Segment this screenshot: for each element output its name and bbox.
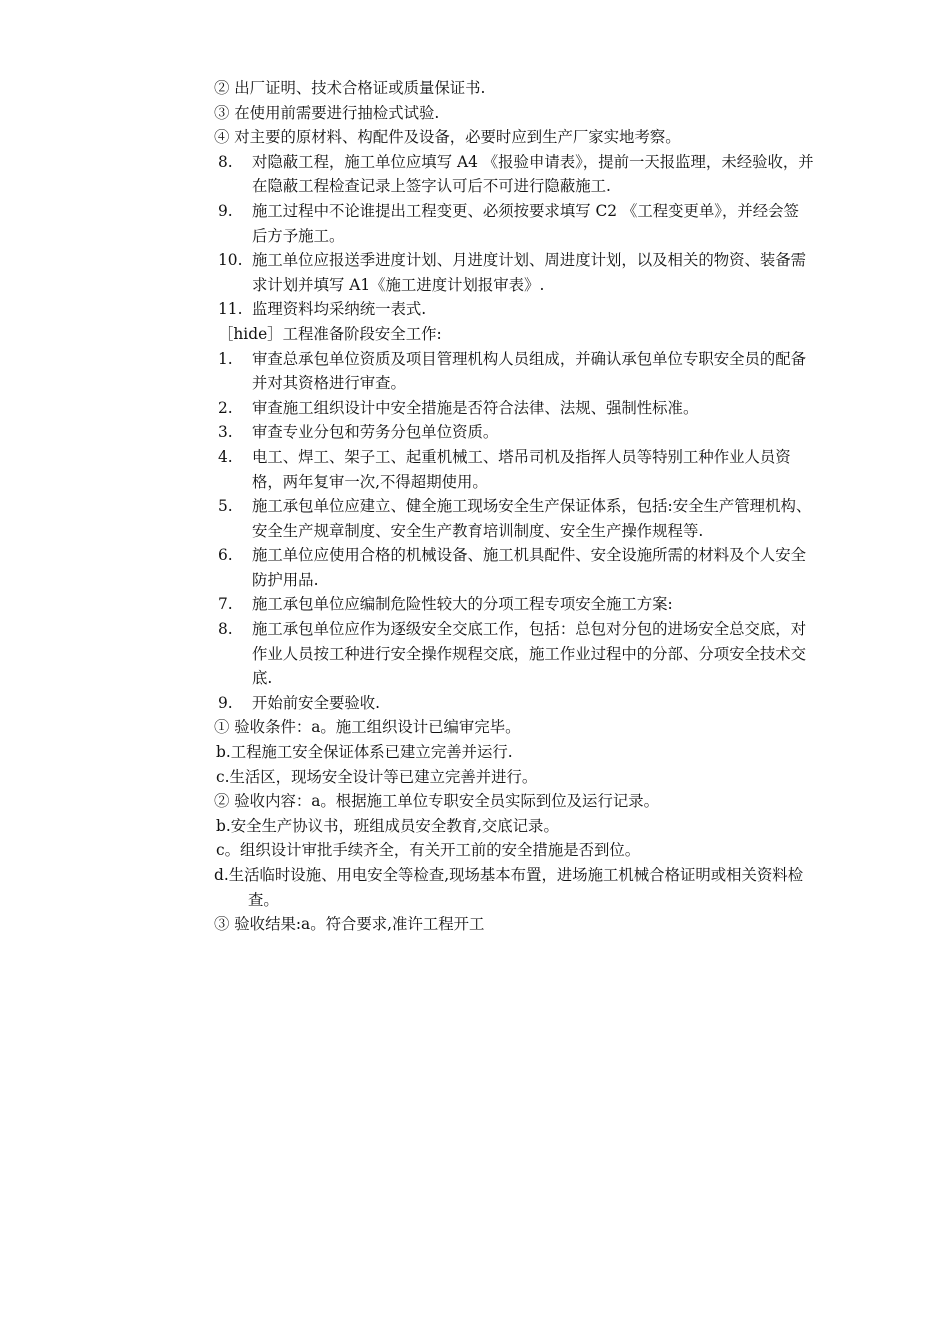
list-number: 8. [218,620,233,639]
safety-item-1 [214,347,814,396]
acceptance-result: ③ 验收结果:a。符合要求,准许工程开工 [214,915,485,934]
safety-item-8 [214,617,814,691]
list-number: 1. [218,349,233,368]
list-number: 9. [218,693,233,712]
list-item-11 [214,297,814,322]
acceptance-content-c: c。组织设计审批手续齐全，有关开工前的安全措施是否到位。 [216,841,641,860]
section-heading: ［hide］工程准备阶段安全工作: [218,324,442,343]
list-text: 审查专业分包和劳务分包单位资质。 [252,423,499,442]
list-text: 施工承包单位应编制危险性较大的分项工程专项安全施工方案: [252,595,673,614]
list-item-8 [214,150,814,199]
safety-item-7 [214,592,814,617]
list-item-9 [214,199,814,248]
safety-item-3 [214,420,814,445]
safety-item-5 [214,494,814,543]
acceptance-content-d: d.生活临时设施、用电安全等检查,现场基本布置，进场施工机械合格证明或相关资料检查。 [214,866,804,909]
check-item-4: ④ 对主要的原材料、构配件及设备，必要时应到生产厂家实地考察。 [214,128,681,147]
safety-item-4 [214,445,814,494]
acceptance-conditions: ① 验收条件：a。施工组织设计已编审完毕。 [214,718,521,737]
document-body [214,76,814,937]
acceptance-content-b: b.安全生产协议书，班组成员安全教育,交底记录。 [216,816,559,835]
list-number: 11. [218,300,243,319]
list-number: 9. [218,201,233,220]
safety-item-2 [214,396,814,421]
list-text: 监理资料均采纳统一表式. [252,300,427,319]
list-number: 5. [218,497,233,516]
list-text: 施工过程中不论谁提出工程变更、必须按要求填写 C2 《工程变更单》，并经会签后方予施工。 [252,201,799,245]
list-text: 审查总承包单位资质及项目管理机构人员组成，并确认承包单位专职安全员的配备并对其资格进行审查。 [252,349,807,393]
list-text: 对隐蔽工程，施工单位应填写 A4 《报验申请表》，提前一天报监理，未经验收，并在隐蔽工程检查记录上签字认可后不可进行隐蔽施工. [252,152,814,196]
list-number: 6. [218,546,233,565]
list-item-10 [214,248,814,297]
list-text: 施工承包单位应建立、健全施工现场安全生产保证体系，包括:安全生产管理机构、安全生产规章制度、安全生产教育培训制度、安全生产操作规程等. [252,497,812,540]
list-text: 施工单位应报送季进度计划、月进度计划、周进度计划，以及相关的物资、装备需求计划并填写 A1《施工进度计划报审表》. [252,251,807,294]
check-item-3: ③ 在使用前需要进行抽检式试验. [214,103,440,122]
list-text: 开始前安全要验收. [252,693,381,712]
list-text: 施工单位应使用合格的机械设备、施工机具配件、安全设施所需的材料及个人安全防护用品. [252,546,807,589]
list-number: 2. [218,398,233,417]
acceptance-content: ② 验收内容：a。根据施工单位专职安全员实际到位及运行记录。 [214,792,660,811]
acceptance-condition-b: b.工程施工安全保证体系已建立完善并运行. [216,743,513,762]
safety-item-6 [214,543,814,592]
list-text: 施工承包单位应作为逐级安全交底工作，包括：总包对分包的进场安全总交底，对作业人员按工种进行安全操作规程交底，施工作业过程中的分部、分项安全技术交底. [252,620,807,688]
list-number: 3. [218,423,233,442]
list-text: 审查施工组织设计中安全措施是否符合法律、法规、强制性标准。 [252,398,699,417]
safety-item-9 [214,691,814,716]
acceptance-condition-c: c.生活区，现场安全设计等已建立完善并进行。 [216,767,538,786]
list-number: 8. [218,152,233,171]
list-number: 7. [218,595,233,614]
list-number: 10. [218,251,243,270]
list-number: 4. [218,447,233,466]
check-item-2: ② 出厂证明、技术合格证或质量保证书. [214,79,486,97]
list-text: 电工、焊工、架子工、起重机械工、塔吊司机及指挥人员等特别工种作业人员资格，两年复审一次,不得超期使用。 [252,447,791,491]
